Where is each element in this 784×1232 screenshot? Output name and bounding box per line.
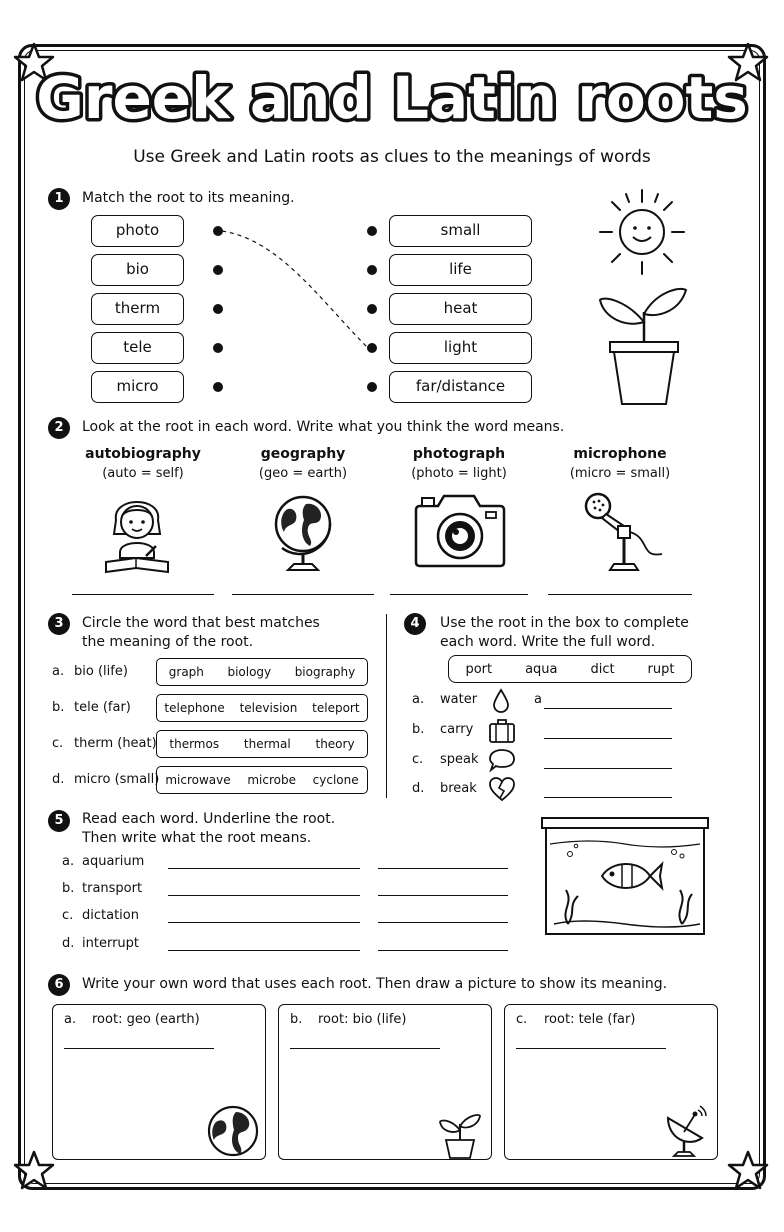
root-option: port (465, 661, 493, 677)
item-root: micro (small) (74, 772, 160, 787)
option-word[interactable]: theory (315, 737, 355, 751)
root-pill[interactable]: tele (91, 332, 184, 364)
meaning-pill[interactable]: light (389, 332, 532, 364)
box-letter: b. (290, 1012, 303, 1027)
option-word[interactable]: telephone (164, 701, 225, 715)
match-dot-left[interactable] (213, 265, 223, 275)
section-divider (386, 614, 387, 798)
meaning-pill[interactable]: life (389, 254, 532, 286)
section6-prompt: Write your own word that uses each root. Then draw a picture to show its meaning. (82, 976, 668, 992)
word-label: microphone (573, 446, 667, 462)
root-word-bank (448, 655, 692, 683)
child-writing-icon (100, 486, 174, 576)
root-option: rupt (647, 661, 675, 677)
item-letter: d. (412, 781, 425, 796)
options-box (156, 658, 368, 686)
options-box (156, 766, 368, 794)
root-hint: (micro = small) (569, 466, 671, 481)
root-pill[interactable]: bio (91, 254, 184, 286)
answer-line[interactable] (64, 1048, 214, 1049)
item-word: break (440, 781, 477, 796)
page-subtitle: Use Greek and Latin roots as clues to the meanings of words (133, 147, 651, 167)
globe-icon (206, 1104, 260, 1158)
globe-icon (268, 490, 338, 574)
answer-line[interactable] (378, 950, 508, 951)
item-word: speak (440, 752, 479, 767)
speech-bubble-icon (488, 748, 516, 772)
answer-line[interactable] (168, 922, 360, 923)
section-number: 4 (404, 613, 426, 635)
option-word[interactable]: microwave (165, 773, 231, 787)
section3-prompt-line2: the meaning of the root. (82, 634, 254, 650)
answer-line[interactable] (168, 895, 360, 896)
option-word[interactable]: teleport (312, 701, 360, 715)
item-word: water (440, 692, 478, 707)
meaning-pill[interactable]: far/distance (389, 371, 532, 403)
option-word[interactable]: biography (294, 665, 356, 679)
match-dot-right[interactable] (367, 343, 377, 353)
option-word[interactable]: cyclone (312, 773, 359, 787)
answer-line[interactable] (544, 768, 672, 769)
broken-heart-icon (488, 776, 516, 802)
item-root: tele (far) (74, 700, 131, 715)
box-root: root: tele (far) (544, 1012, 636, 1027)
meaning-pill[interactable]: small (389, 215, 532, 247)
item-letter: a. (52, 664, 65, 679)
root-option: dict (590, 661, 615, 677)
prefilled-letter: a (534, 692, 542, 707)
item-letter: c. (412, 752, 424, 767)
answer-line[interactable] (72, 594, 214, 595)
match-dot-right[interactable] (367, 304, 377, 314)
star-icon (728, 1150, 768, 1190)
item-letter: b. (62, 881, 75, 896)
section4-prompt-line1: Use the root in the box to complete (440, 615, 689, 631)
answer-line[interactable] (232, 594, 374, 595)
item-letter: a. (412, 692, 425, 707)
answer-line[interactable] (168, 950, 360, 951)
plant-icon (596, 282, 692, 410)
section5-prompt-line1: Read each word. Underline the root. (82, 811, 336, 827)
option-word[interactable]: thermal (243, 737, 291, 751)
item-letter: a. (62, 854, 75, 869)
match-dot-left[interactable] (213, 226, 223, 236)
section2-prompt: Look at the root in each word. Write what you think the word means. (82, 419, 565, 435)
item-letter: c. (52, 736, 64, 751)
root-pill[interactable]: therm (91, 293, 184, 325)
match-dot-left[interactable] (213, 304, 223, 314)
item-letter: d. (62, 936, 75, 951)
box-letter: c. (516, 1012, 528, 1027)
option-word[interactable]: thermos (169, 737, 220, 751)
section1-prompt: Match the root to its meaning. (82, 190, 295, 206)
water-drop-icon (492, 688, 510, 712)
root-pill[interactable]: micro (91, 371, 184, 403)
answer-line[interactable] (548, 594, 692, 595)
root-hint: (geo = earth) (258, 466, 348, 481)
match-dot-right[interactable] (367, 382, 377, 392)
satellite-dish-icon (662, 1104, 708, 1158)
sun-icon (596, 186, 688, 278)
match-dot-left[interactable] (213, 343, 223, 353)
item-letter: d. (52, 772, 65, 787)
page-title (0, 52, 784, 138)
sprout-icon (438, 1112, 482, 1160)
svg-text:Greek and Latin roots: Greek and Latin roots (36, 64, 748, 132)
match-dot-right[interactable] (367, 226, 377, 236)
option-word[interactable]: microbe (247, 773, 296, 787)
camera-icon (412, 490, 508, 570)
answer-line[interactable] (544, 708, 672, 709)
item-word: transport (82, 881, 143, 896)
answer-line[interactable] (378, 922, 508, 923)
section3-prompt-line1: Circle the word that best matches (82, 615, 320, 631)
box-letter: a. (64, 1012, 77, 1027)
item-word: carry (440, 722, 474, 737)
section-number: 2 (48, 417, 70, 439)
option-word[interactable]: graph (168, 665, 204, 679)
match-dot-right[interactable] (367, 265, 377, 275)
word-label: geography (260, 446, 346, 462)
section-number: 5 (48, 810, 70, 832)
section-number: 6 (48, 974, 70, 996)
answer-line[interactable] (516, 1048, 666, 1049)
answer-line[interactable] (378, 895, 508, 896)
option-word[interactable]: biology (227, 665, 272, 679)
answer-line[interactable] (544, 738, 672, 739)
root-hint: (photo = light) (411, 466, 507, 481)
item-word: dictation (82, 908, 139, 923)
options-box (156, 730, 368, 758)
options-box (156, 694, 368, 722)
root-pill[interactable]: photo (91, 215, 184, 247)
item-root: bio (life) (74, 664, 128, 679)
microphone-icon (580, 488, 666, 574)
section-number: 3 (48, 613, 70, 635)
word-label: autobiography (85, 446, 201, 462)
section4-prompt-line2: each word. Write the full word. (440, 634, 656, 650)
match-dot-left[interactable] (213, 382, 223, 392)
box-root: root: bio (life) (318, 1012, 407, 1027)
option-word[interactable]: television (239, 701, 298, 715)
section-number: 1 (48, 188, 70, 210)
root-option: aqua (525, 661, 558, 677)
answer-line[interactable] (378, 868, 508, 869)
section5-prompt-line2: Then write what the root means. (82, 830, 312, 846)
meaning-pill[interactable]: heat (389, 293, 532, 325)
word-label: photograph (412, 446, 506, 462)
item-letter: b. (52, 700, 65, 715)
item-letter: b. (412, 722, 425, 737)
answer-line[interactable] (390, 594, 528, 595)
star-icon (14, 1150, 54, 1190)
aquarium-icon (540, 814, 710, 940)
suitcase-icon (488, 718, 516, 744)
item-word: aquarium (82, 854, 145, 869)
box-root: root: geo (earth) (92, 1012, 200, 1027)
item-root: therm (heat) (74, 736, 157, 751)
root-hint: (auto = self) (102, 466, 184, 481)
answer-line[interactable] (290, 1048, 440, 1049)
answer-line[interactable] (168, 868, 360, 869)
item-word: interrupt (82, 936, 139, 951)
answer-line[interactable] (544, 797, 672, 798)
item-letter: c. (62, 908, 74, 923)
